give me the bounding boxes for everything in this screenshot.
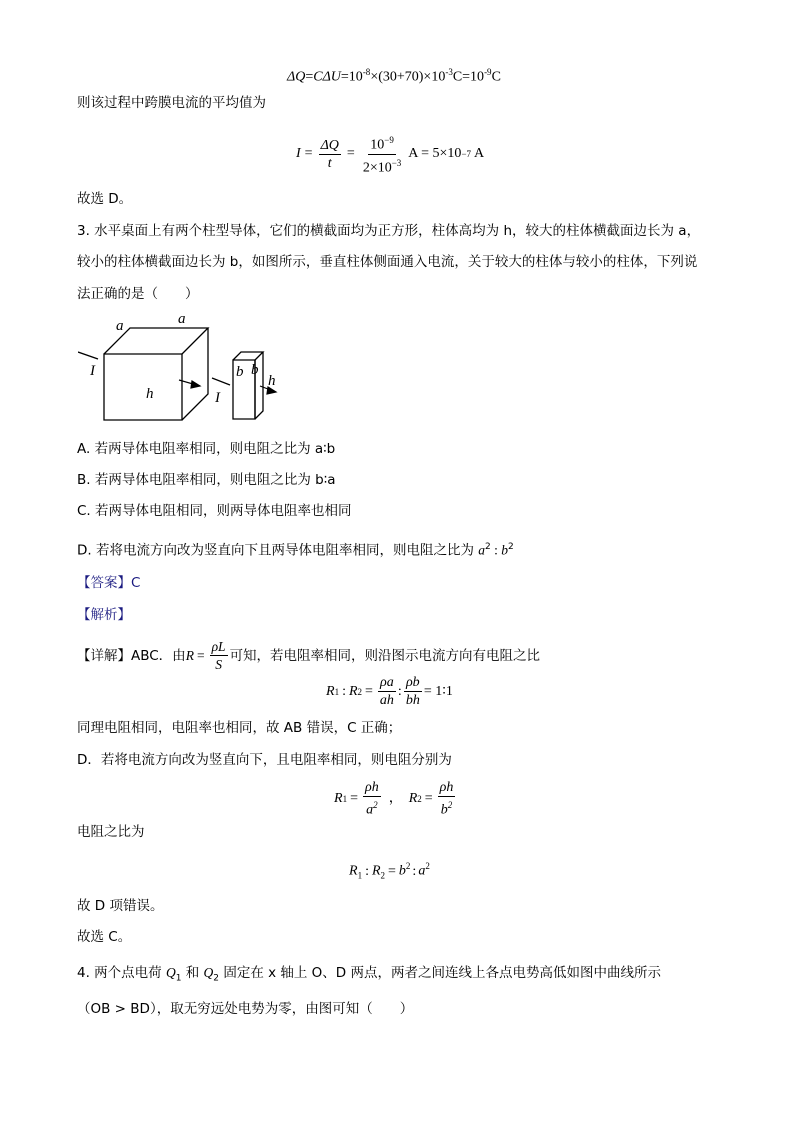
ratio-frac1 <box>378 674 396 709</box>
option-a: A. 若两导体电阻率相同，则电阻之比为 a∶b <box>77 441 336 457</box>
r1-frac: $\frac{\rho h}{a^2}$ <box>364 780 379 818</box>
eq2-num2-base: 10 <box>370 137 385 153</box>
r2-frac: $\frac{\rho h}{b^2}$ <box>439 780 454 818</box>
ratio-num2: ρb <box>405 675 420 690</box>
fig-label-i1: I <box>90 363 95 379</box>
eq-sign: = <box>305 69 314 85</box>
eq-rhs: =10 <box>340 69 363 85</box>
eq2-den2-exp: −3 <box>391 157 402 168</box>
eq-exp3: -9 <box>484 67 492 77</box>
detail-frac <box>210 638 228 673</box>
eq-mid: ×(30+70)×10 <box>370 69 446 85</box>
ratio-frac2 <box>404 674 422 709</box>
detail-num: ρL <box>211 639 226 654</box>
eq2-tail-exp: −7 <box>461 149 472 160</box>
delta-q-equation <box>287 63 501 87</box>
eq2-frac1 <box>319 137 341 172</box>
eq2-tail: A = 5×10 <box>408 146 462 162</box>
eq-c: C <box>313 69 323 85</box>
q4-line2: （OB > BD），取无穷远处电势为零，由图可知（ ） <box>77 1001 414 1017</box>
detail-r: R <box>185 647 194 663</box>
q4-post: 固定在 x 轴上 O、D 两点，两者之间连线上各点电势高低如图中曲线所示 <box>219 965 661 981</box>
answer-label: 【答案】C <box>77 575 141 591</box>
analysis-label: 【解析】 <box>77 607 131 623</box>
q4-and: 和 <box>181 965 204 981</box>
option-c: C. 若两导体电阻相同，则两导体电阻率也相同 <box>77 503 352 519</box>
ratio-den2: bh <box>405 693 420 708</box>
q4-q2: Q <box>203 965 214 980</box>
fig-label-i2: I <box>215 390 220 406</box>
q3-line1: 3. 水平桌面上有两个柱型导体，它们的横截面均为正方形，柱体高均为 h，较大的柱体横截面边长为 a， <box>77 223 701 239</box>
option-b: B. 若两导体电阻率相同，则电阻之比为 b∶a <box>77 472 336 488</box>
fig-label-h1: h <box>146 386 154 402</box>
final-a: a <box>418 863 426 879</box>
eq2-den: t <box>327 155 332 171</box>
eq2-eq: = <box>304 146 313 162</box>
q3-line3: 法正确的是（ ） <box>77 286 199 302</box>
detail-pre: 【详解】ABC．由 <box>77 647 186 664</box>
fig-label-a1: a <box>116 318 124 334</box>
ratio-num1: ρa <box>380 675 394 690</box>
fig-label-b2: b <box>251 362 259 378</box>
eq2-frac2 <box>361 132 403 176</box>
detail-post: 可知，若电阻率相同，则沿图示电流方向有电阻之比 <box>229 647 541 664</box>
ratio-equation: R 1 : R 2 = $\frac{\rho a}{ah}$ : $\frac{\rho b}{bh}$ = 1∶1 <box>326 675 453 708</box>
eq2-den2-base: 2×10 <box>362 160 392 176</box>
eq2-num2 <box>368 132 396 155</box>
r1-den: a <box>366 802 374 818</box>
final-b: b <box>398 863 406 879</box>
d-wrong: 故 D 项错误。 <box>77 898 164 914</box>
current-intro: 则该过程中跨膜电流的平均值为 <box>77 95 266 111</box>
eq2-den2 <box>361 155 403 177</box>
option-d-a: a <box>478 542 486 558</box>
r1-num: ρh <box>364 780 379 795</box>
same-line: 同理电阻相同，电阻率也相同，故 AB 错误，C 正确； <box>77 720 402 736</box>
option-d-b: b <box>501 542 509 558</box>
eq-lhs: ΔQ <box>287 69 306 85</box>
option-d: D. 若将电流方向改为竖直向下且两导体电阻率相同，则电阻之比为 $a^2$ : $b^2$ <box>77 542 514 559</box>
ratio-den1: ah <box>379 693 394 708</box>
q4-pre: 4. 两个点电荷 <box>77 965 166 981</box>
detail-den: S <box>215 657 222 672</box>
fig-label-h2: h <box>268 373 276 389</box>
eq2-unit: A <box>474 146 485 162</box>
eq2-num2-exp: −9 <box>384 135 394 145</box>
q3-line2: 较小的柱体横截面边长为 b，如图所示，垂直柱体侧面通入电流，关于较大的柱体与较小的柱体，下列说 <box>77 254 698 270</box>
r2-den: b <box>440 802 448 818</box>
option-d-text: D. 若将电流方向改为竖直向下且两导体电阻率相同，则电阻之比为 <box>77 542 479 559</box>
choose-d: 故选 D。 <box>77 191 133 207</box>
eq-du: ΔU <box>322 69 341 85</box>
ratio-tail: = 1∶1 <box>423 683 453 699</box>
d-line: D．若将电流方向改为竖直向下，且电阻率相同，则电阻分别为 <box>77 752 452 768</box>
eq2-i: I <box>296 146 301 162</box>
final-ratio: $R_1$ : $R_2 = b^2$ : $a^2$ <box>349 861 430 881</box>
q4-q1: Q <box>165 965 176 980</box>
resistance-equation: R 1 = $\frac{\rho h}{a^2}$ ， R 2 = $\frac{\rho h}{b^2}$ <box>334 780 454 818</box>
q4-line1: 4. 两个点电荷 $Q_1$ 和 $Q_2$ 固定在 x 轴上 O、D 两点，两者之间连线上各点电势高低如图中曲线所示 <box>77 965 661 984</box>
r2-num: ρh <box>439 780 454 795</box>
fig-label-a2: a <box>178 311 186 327</box>
detail-line: 【详解】ABC．由 R = $\frac{\rho L}{S}$ 可知，若电阻率相同，则沿图示电流方向有电阻之比 <box>77 639 541 672</box>
current-equation <box>296 132 484 176</box>
eq-exp1: -8 <box>362 67 371 77</box>
eq-unit: C <box>491 69 501 85</box>
choose-c: 故选 C。 <box>77 929 132 945</box>
fig-label-b1: b <box>236 364 244 380</box>
eq-mid2: C=10 <box>452 69 485 85</box>
ratio-label: 电阻之比为 <box>77 824 145 840</box>
conductor-figure <box>78 308 298 428</box>
eq2-eq2: = <box>346 146 355 162</box>
eq2-num: ΔQ <box>320 137 339 153</box>
ratio-r1: R <box>326 683 335 699</box>
eq-exp2: -3 <box>445 67 453 77</box>
